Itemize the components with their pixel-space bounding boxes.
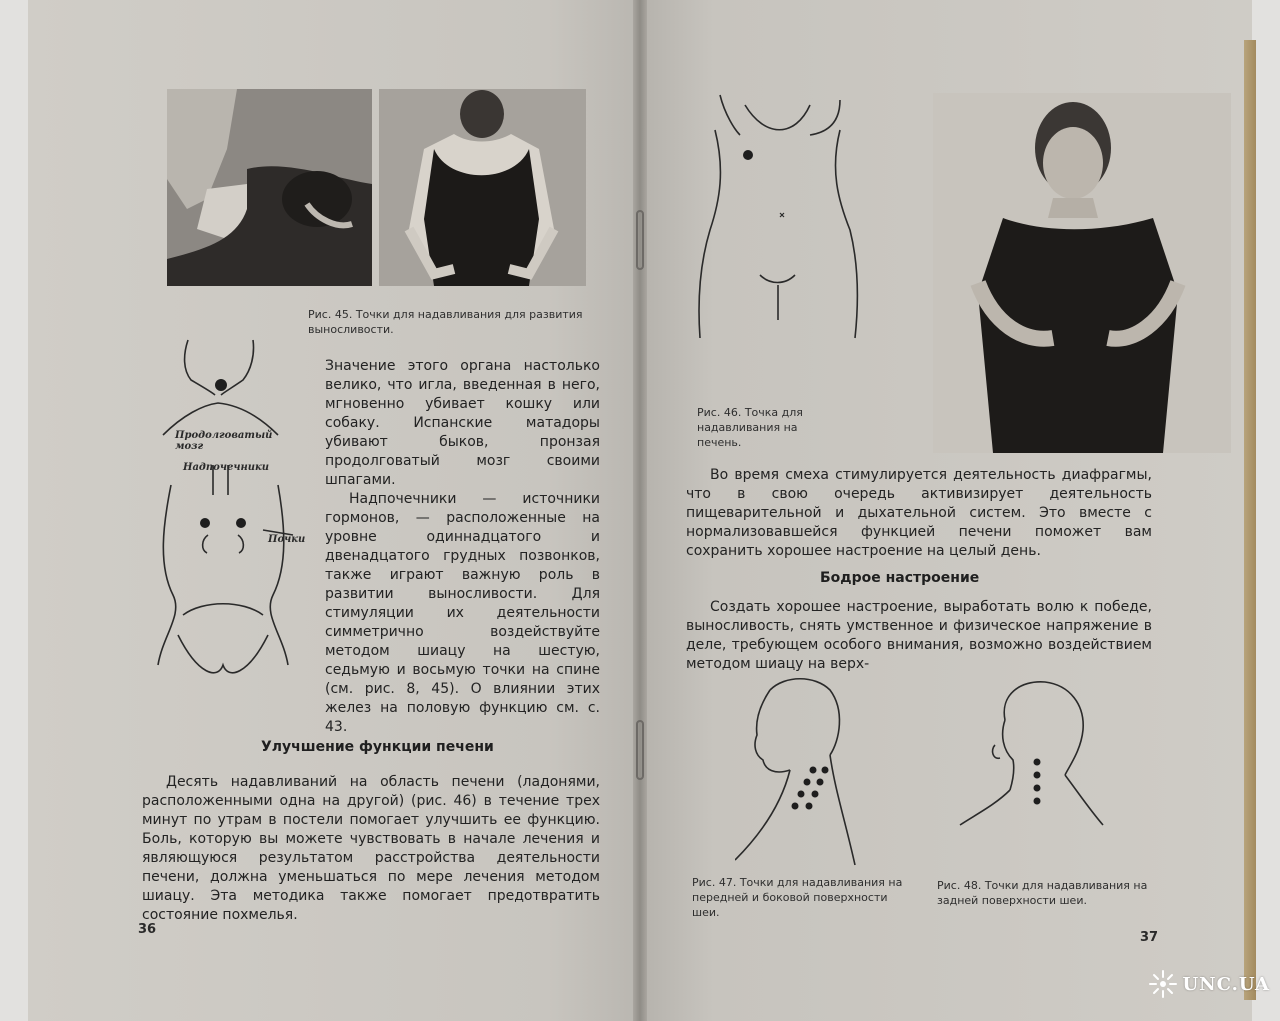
fig48-neck-back-drawing [955,670,1105,835]
torso-line-art [690,20,865,340]
page-number-right: 37 [1140,930,1159,945]
heading-mood: Бодрое настроение [820,570,980,586]
anatomy-line-art [143,335,306,700]
left-text-column [325,357,600,737]
fig47-caption: Рис. 47. Точки для надавливания на передней и боковой поверхности шеи. [692,876,903,919]
right-text-mood [686,598,1152,674]
right-page [640,0,1252,1021]
staple-top [636,210,644,270]
fig45-photo-back [379,89,586,286]
heading-liver: Улучшение функции печени [261,739,494,755]
page-number-left: 36 [138,922,157,937]
page-edge [1244,40,1256,1000]
label-medulla: Продолговатый мозг [175,430,273,452]
right-paragraph-1: Во время смеха стимулируется деятельность диафрагмы, что в свою очередь активизирует деятельность пищеварительной и дыхательной систем. Это вместе с нормализовавшейся функцией печени поможет вам сохранить хорошее настроение на целый день. [686,467,1152,559]
neck-back-line-art [955,670,1105,835]
left-paragraph-3: Десять надавливаний на область печени (ладонями, расположенными одна на другой) (рис. 46) в течение трех минут по утрам в постели помогает улучшить ее функцию. Боль, которую вы можете чувствовать в начале лечения и являющуюся результатом расстройства деятельности печени, должна уменьшаться по мере лечения методом шиацу. Эта методика также помогает предотвратить состояние похмелья. [142,774,600,923]
fig45-caption: Рис. 45. Точки для надавливания для развития выносливости. [308,308,583,336]
left-paragraph-1: Значение этого органа настолько велико, что игла, введенная в него, мгновенно убивает кошку или собаку. Испанские матадоры убивают быков, пронзая продолговатый мозг своими шпагами. [325,358,600,488]
fig46-torso-drawing [690,20,865,340]
adrenal-anatomy-drawing [143,335,306,700]
liver-text [142,773,600,925]
left-page [28,0,640,1021]
fig47-neck-side-drawing [735,670,865,870]
neck-side-line-art [735,670,865,870]
fig46-photo-woman [933,93,1231,453]
label-adrenals: Надпочечники [183,462,270,473]
left-paragraph-2: Надпочечники — источники гормонов, — расположенные на уровне одиннадцатого и двенадцатого грудных позвонков, также играют важную роль в развитии выносливости. Для стимуляции их деятельности симметрично воздействуйте методом шиацу на шестую, седьмую и восьмую точки на спине (см. рис. 8, 45). О влиянии этих желез на половую функцию см. с. 43. [325,491,600,735]
watermark-text: UNC.UA [1182,973,1270,995]
fig46-caption: Рис. 46. Точка для надавливания на печень. [697,406,803,449]
staple-bottom [636,720,644,780]
label-kidneys: Почки [268,534,306,545]
right-text-top [686,466,1152,561]
fig48-caption: Рис. 48. Точки для надавливания на задней поверхности шеи. [937,879,1148,907]
fig45-photo-massage [167,89,372,286]
watermark [1148,969,1270,999]
right-paragraph-2: Создать хорошее настроение, выработать волю к победе, выносливость, снять умственное и физическое напряжение в деле, требующем особого внимания, возможно воздействием методом шиацу на верх- [686,599,1152,672]
book-gutter [633,0,647,1021]
sunburst-logo-icon [1148,969,1178,999]
